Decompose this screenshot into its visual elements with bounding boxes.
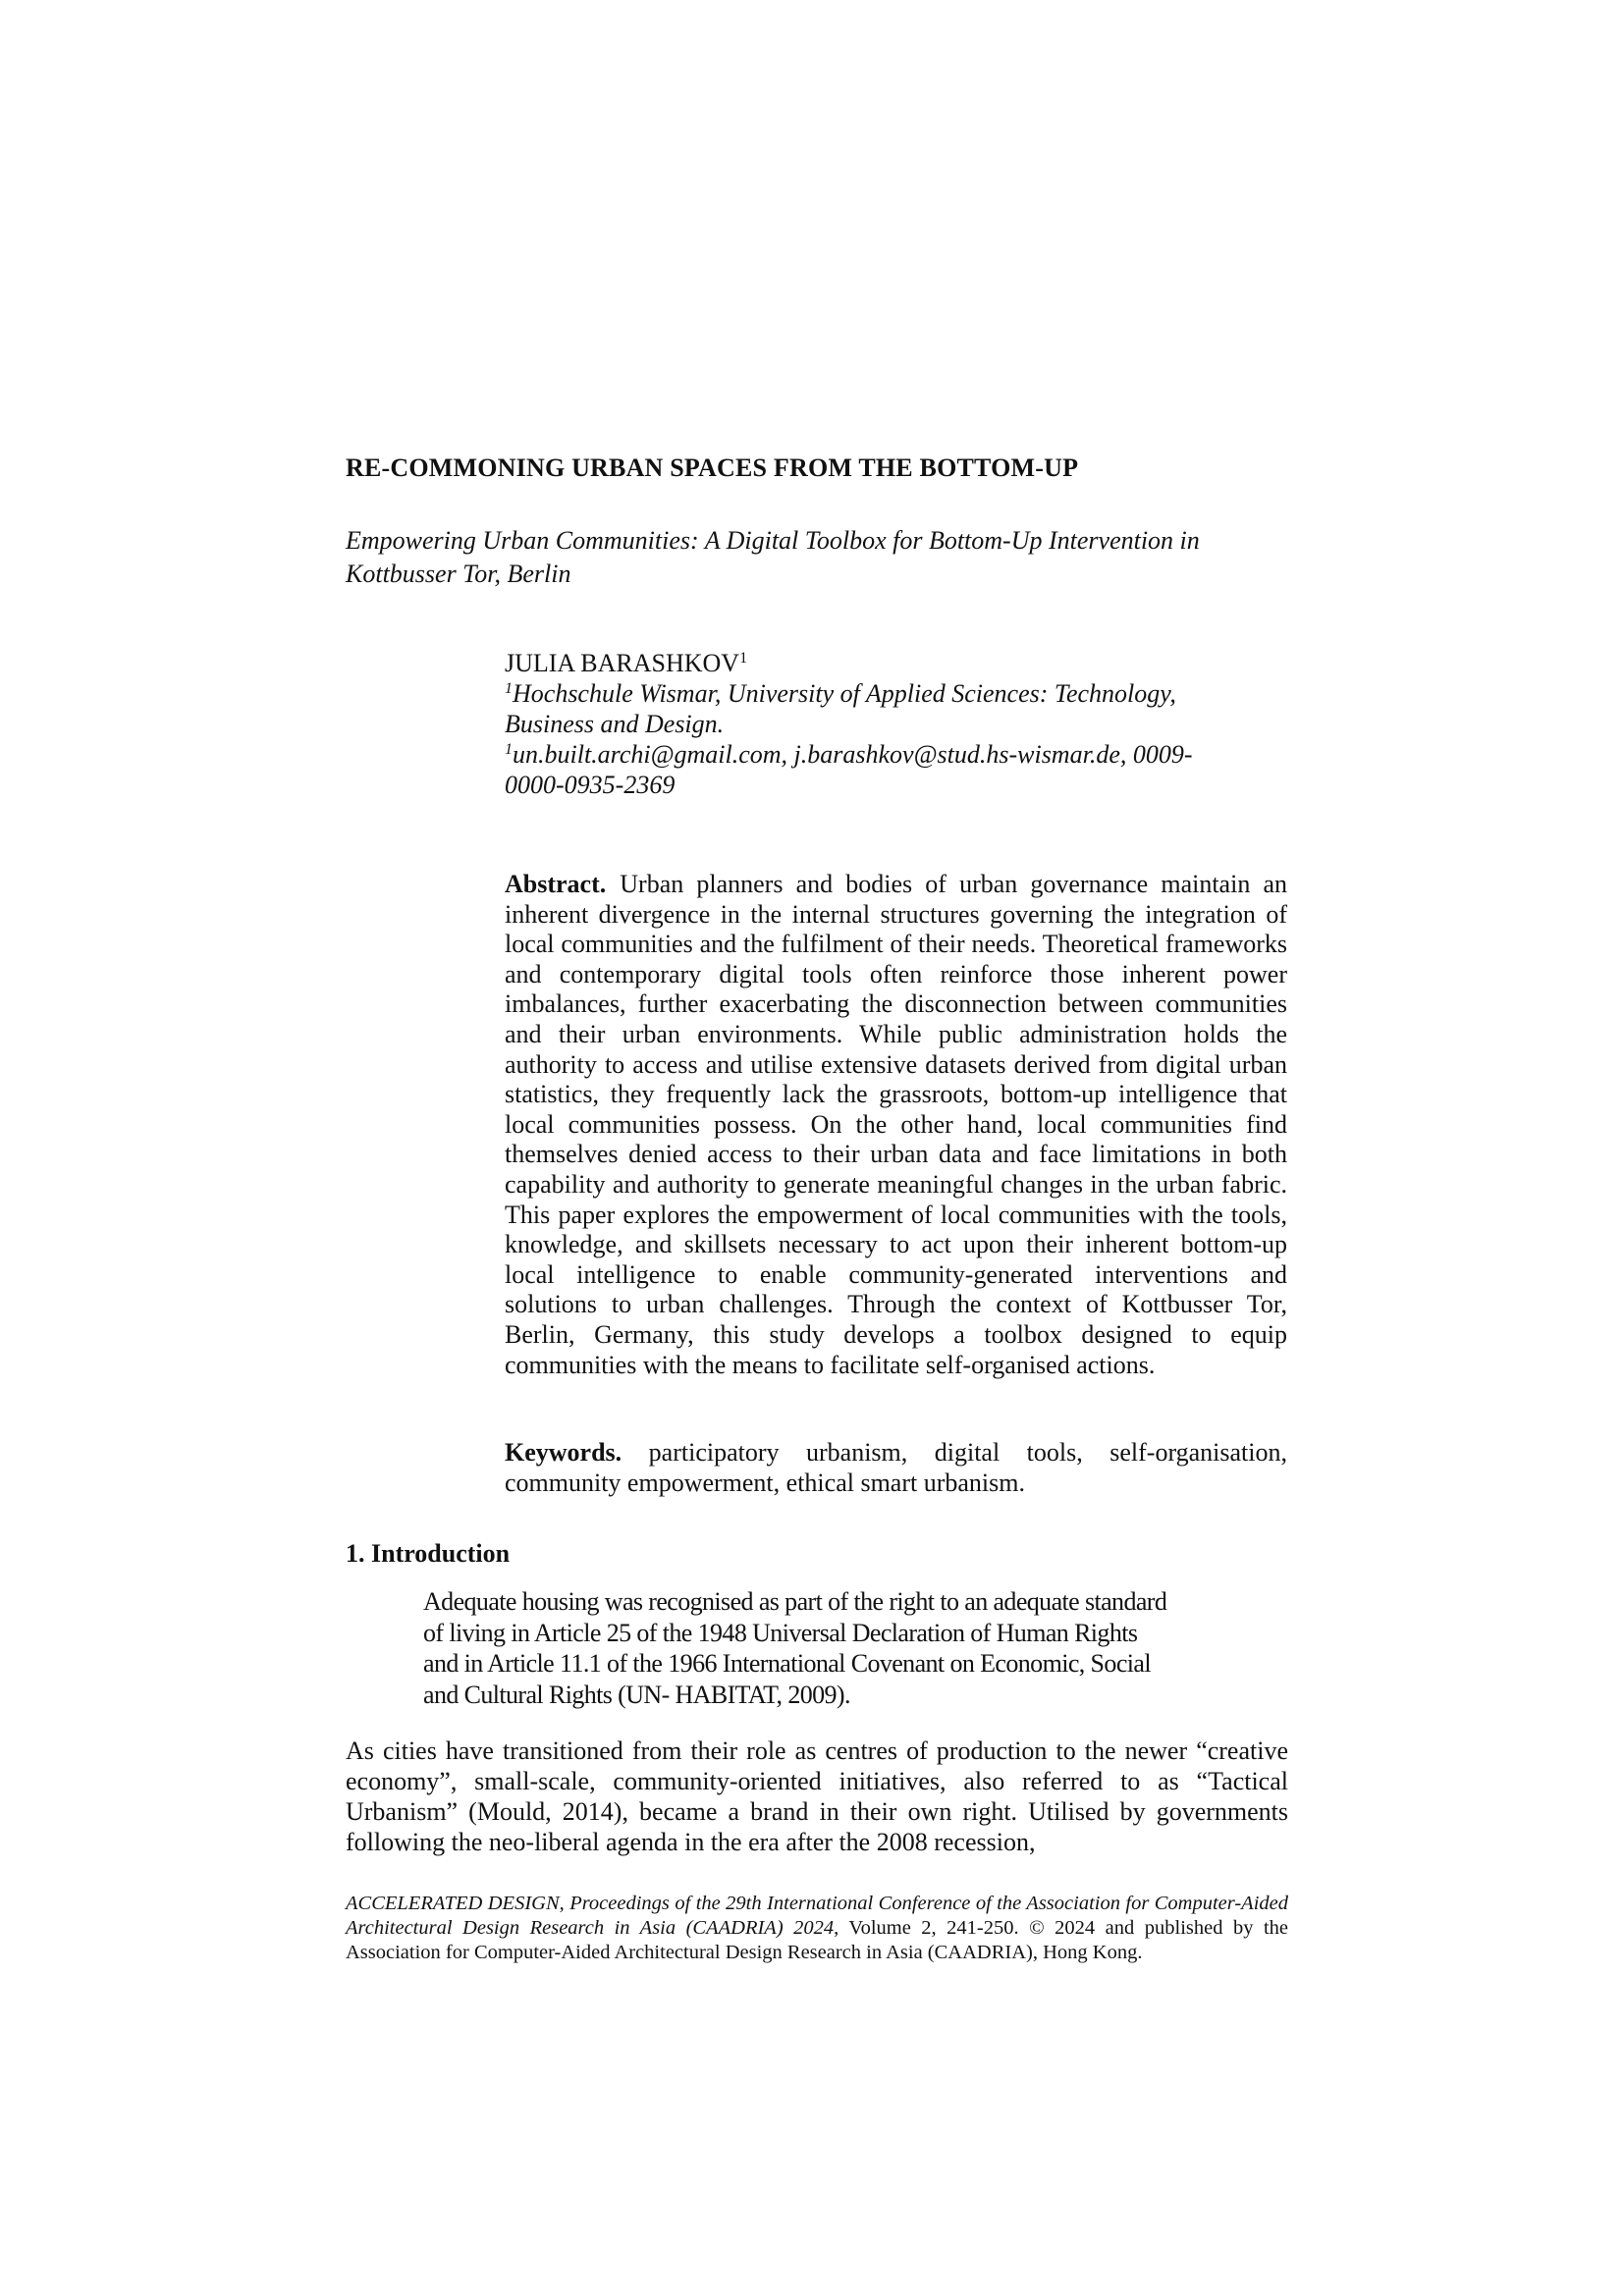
quote-line: Adequate housing was recognised as part of the right to an adequate standard bbox=[423, 1587, 1167, 1616]
footer-regular: , Volume 2, 241-250. © 2024 and published by the Association for Computer-Aided Architectural Design Research in Asia (CAADRIA), Hong Kong. bbox=[346, 1917, 1288, 1963]
keywords-text: participatory urbanism, digital tools, self-organisation, community empowerment, ethical smart urbanism. bbox=[505, 1438, 1287, 1497]
author-contact-line bbox=[505, 739, 1251, 800]
keywords-label: Keywords. bbox=[505, 1438, 622, 1467]
block-quote bbox=[423, 1586, 1209, 1710]
author-name-line bbox=[505, 648, 1251, 678]
keywords bbox=[505, 1437, 1287, 1498]
paper-subtitle: Empowering Urban Communities: A Digital Toolbox for Bottom-Up Intervention in Kottbusser Tor, Berlin bbox=[346, 526, 1200, 588]
quote-line: and Cultural Rights (UN- HABITAT, 2009). bbox=[423, 1680, 850, 1709]
proceedings-footer bbox=[346, 1892, 1288, 1965]
abstract-text: Urban planners and bodies of urban governance maintain an inherent divergence in the internal structures governing the integration of local communities and the fulfilment of their needs. Theoretical frameworks and contemporary digital tools often reinforce those inherent power imbalances, further exacerbating the disconnection between communities and their urban environments. While public administration holds the authority to access and utilise extensive datasets derived from digital urban statistics, they frequently lack the grassroots, bottom-up intelligence that local communities possess. On the other hand, local communities find themselves denied access to their urban data and face limitations in both capability and authority to generate meaningful changes in the urban fabric. This paper explores the empowerment of local communities with the tools, knowledge, and skillsets necessary to act upon their inherent bottom-up local intelligence to enable community-generated interventions and solutions to urban challenges. Through the context of Kottbusser Tor, Berlin, Germany, this study develops a toolbox designed to equip communities with the means to facilitate self-organised actions. bbox=[505, 870, 1287, 1379]
footer-italic: ACCELERATED DESIGN, Proceedings of the 29th International Conference of the Association for Computer-Aided Architectural Design Research in Asia (CAADRIA) 2024 bbox=[346, 1893, 1288, 1939]
abstract bbox=[505, 870, 1287, 1380]
paper-title: RE-COMMONING URBAN SPACES FROM THE BOTTOM-UP bbox=[346, 454, 1079, 482]
author-contact: un.built.archi@gmail.com, j.barashkov@stud.hs-wismar.de, 0009-0000-0935-2369 bbox=[505, 740, 1193, 799]
author-name: JULIA BARASHKOV bbox=[505, 649, 740, 677]
quote-line: of living in Article 25 of the 1948 Universal Declaration of Human Rights bbox=[423, 1618, 1138, 1647]
author-affiliation-line bbox=[505, 678, 1251, 739]
section-heading-introduction: 1. Introduction bbox=[346, 1539, 511, 1568]
author-marker: 1 bbox=[739, 650, 748, 667]
quote-line: and in Article 11.1 of the 1966 International Covenant on Economic, Social bbox=[423, 1649, 1151, 1678]
introduction-paragraph: As cities have transitioned from their role as centres of production to the newer “creative economy”, small-scale, community-oriented initiatives, also referred to as “Tactical Urbanism” (Mould, 2014), became a brand in their own right. Utilised by governments following the neo-liberal agenda in the era after the 2008 recession, bbox=[346, 1736, 1288, 1856]
contact-marker: 1 bbox=[505, 741, 513, 758]
author-block bbox=[505, 648, 1251, 800]
author-affiliation: Hochschule Wismar, University of Applied Sciences: Technology, Business and Design. bbox=[505, 679, 1176, 738]
abstract-label: Abstract. bbox=[505, 870, 607, 898]
affiliation-marker: 1 bbox=[505, 680, 513, 697]
